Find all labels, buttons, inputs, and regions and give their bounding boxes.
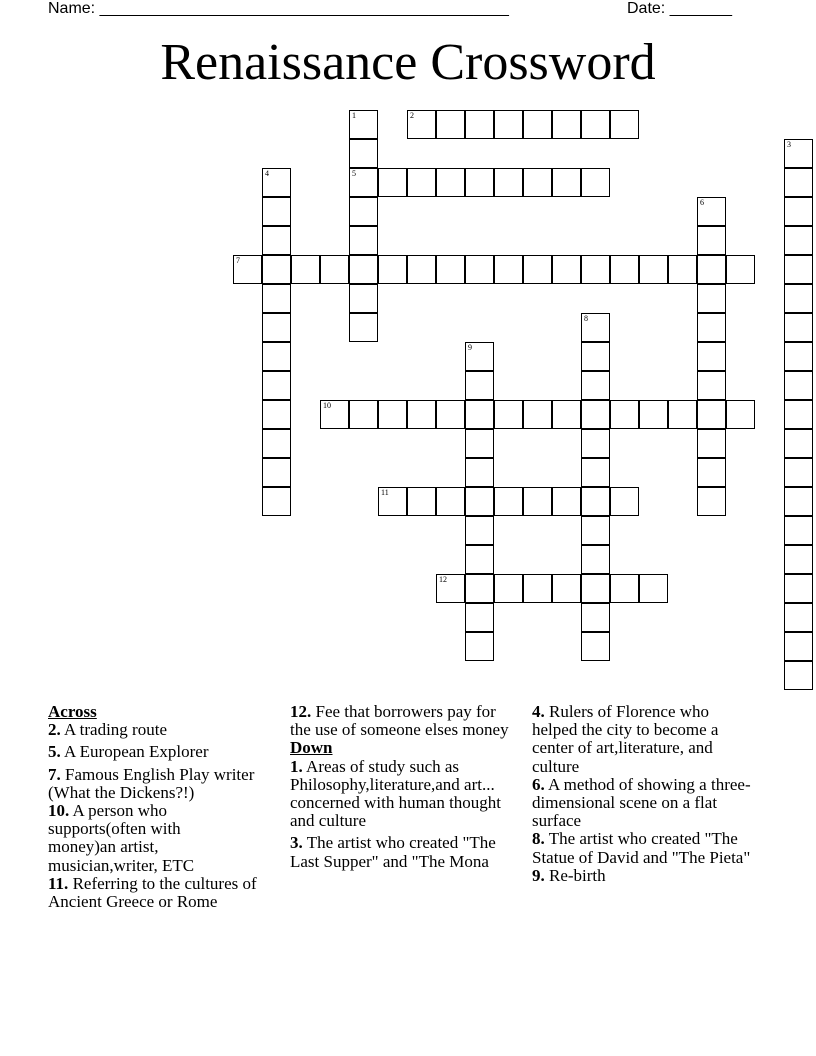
grid-cell[interactable] bbox=[581, 400, 610, 429]
grid-cell[interactable] bbox=[697, 458, 726, 487]
grid-cell[interactable] bbox=[349, 197, 378, 226]
clue-text: Fee that borrowers pay for the use of someone elses money bbox=[290, 702, 509, 740]
grid-cell[interactable] bbox=[407, 110, 436, 139]
grid-cell[interactable] bbox=[784, 313, 813, 342]
grid-cell[interactable] bbox=[784, 226, 813, 255]
grid-cell[interactable] bbox=[378, 255, 407, 284]
grid-cell[interactable] bbox=[784, 139, 813, 168]
grid-cell[interactable] bbox=[465, 545, 494, 574]
grid-cell[interactable] bbox=[639, 255, 668, 284]
grid-cell[interactable] bbox=[581, 603, 610, 632]
clues-column-3 bbox=[532, 703, 762, 885]
cell-number: 12 bbox=[439, 575, 447, 584]
grid-cell[interactable] bbox=[581, 487, 610, 516]
grid-cell[interactable] bbox=[465, 342, 494, 371]
grid-cell[interactable] bbox=[523, 168, 552, 197]
grid-cell[interactable] bbox=[784, 516, 813, 545]
page-title: Renaissance Crossword bbox=[160, 34, 656, 91]
grid-cell[interactable] bbox=[465, 487, 494, 516]
clue-number: 4. bbox=[532, 702, 545, 721]
cell-number: 6 bbox=[700, 198, 704, 207]
grid-cell[interactable] bbox=[349, 226, 378, 255]
clue-down-4 bbox=[532, 703, 722, 776]
grid-cell[interactable] bbox=[581, 516, 610, 545]
grid-cell[interactable] bbox=[262, 458, 291, 487]
cell-number: 2 bbox=[410, 111, 414, 120]
grid-cell[interactable] bbox=[581, 632, 610, 661]
clue-text: The artist who created "The Last Supper" and "The Mona bbox=[290, 833, 496, 871]
grid-cell[interactable] bbox=[407, 487, 436, 516]
clue-text: A method of showing a three-dimensional scene on a flat surface bbox=[532, 774, 751, 831]
grid-cell[interactable] bbox=[784, 487, 813, 516]
grid-cell[interactable] bbox=[465, 371, 494, 400]
grid-cell[interactable] bbox=[262, 284, 291, 313]
clue-down-6 bbox=[532, 776, 762, 831]
grid-cell[interactable] bbox=[552, 574, 581, 603]
grid-cell[interactable] bbox=[697, 313, 726, 342]
grid-cell[interactable] bbox=[262, 168, 291, 197]
grid-cell[interactable] bbox=[262, 197, 291, 226]
grid-cell[interactable] bbox=[784, 400, 813, 429]
clue-text: A person who supports(often with money)an artist, musician,writer, ETC bbox=[48, 801, 195, 875]
grid-cell[interactable] bbox=[697, 284, 726, 313]
grid-cell[interactable] bbox=[378, 487, 407, 516]
grid-cell[interactable] bbox=[523, 255, 552, 284]
grid-cell[interactable] bbox=[349, 110, 378, 139]
grid-cell[interactable] bbox=[784, 661, 813, 690]
grid-cell[interactable] bbox=[610, 487, 639, 516]
grid-cell[interactable] bbox=[581, 168, 610, 197]
date-label: Date: bbox=[627, 0, 670, 17]
clue-number: 5. bbox=[48, 742, 61, 762]
grid-cell[interactable] bbox=[523, 487, 552, 516]
clue-text: A trading route bbox=[60, 720, 167, 740]
grid-cell[interactable] bbox=[262, 255, 291, 284]
across-heading: Across bbox=[48, 702, 97, 721]
cell-number: 11 bbox=[381, 488, 389, 497]
grid-cell[interactable] bbox=[726, 255, 755, 284]
clue-text: Re-birth bbox=[544, 865, 606, 885]
grid-cell[interactable] bbox=[262, 226, 291, 255]
grid-cell[interactable] bbox=[291, 255, 320, 284]
grid-cell[interactable] bbox=[726, 400, 755, 429]
grid-cell[interactable] bbox=[523, 574, 552, 603]
clue-number: 6. bbox=[532, 774, 545, 794]
grid-cell[interactable] bbox=[320, 400, 349, 429]
grid-cell[interactable] bbox=[349, 168, 378, 197]
grid-cell[interactable] bbox=[494, 168, 523, 197]
grid-cell[interactable] bbox=[784, 371, 813, 400]
grid-cell[interactable] bbox=[436, 487, 465, 516]
grid-cell[interactable] bbox=[639, 400, 668, 429]
grid-cell[interactable] bbox=[697, 255, 726, 284]
clue-across-2 bbox=[48, 721, 286, 739]
down-heading: Down bbox=[290, 738, 333, 758]
grid-cell[interactable] bbox=[436, 110, 465, 139]
cell-number: 9 bbox=[468, 343, 472, 352]
grid-cell[interactable] bbox=[784, 342, 813, 371]
grid-cell[interactable] bbox=[465, 574, 494, 603]
grid-cell[interactable] bbox=[581, 429, 610, 458]
grid-cell[interactable] bbox=[407, 255, 436, 284]
clue-number: 2. bbox=[48, 720, 61, 740]
clue-text: Areas of study such as Philosophy,literature,and art... concerned with human thought and culture bbox=[290, 756, 502, 831]
name-label: Name: bbox=[48, 0, 100, 17]
clue-number: 12. bbox=[290, 702, 312, 721]
grid-cell[interactable] bbox=[610, 110, 639, 139]
grid-cell[interactable] bbox=[552, 168, 581, 197]
clue-text: A European Explorer bbox=[60, 742, 209, 762]
grid-cell[interactable] bbox=[581, 545, 610, 574]
clue-number: 7. bbox=[48, 764, 61, 784]
grid-cell[interactable] bbox=[349, 284, 378, 313]
clue-down-1 bbox=[290, 758, 526, 831]
name-blank[interactable]: ______________________________________________ bbox=[99, 0, 509, 17]
grid-cell[interactable] bbox=[465, 429, 494, 458]
clue-number: 11. bbox=[48, 873, 69, 893]
clue-number: 3. bbox=[290, 833, 303, 853]
clue-number: 9. bbox=[532, 865, 545, 885]
cell-number: 5 bbox=[352, 169, 356, 178]
clue-down-9 bbox=[532, 867, 762, 885]
grid-cell[interactable] bbox=[581, 458, 610, 487]
grid-cell[interactable] bbox=[784, 574, 813, 603]
clue-across-12 bbox=[290, 703, 515, 739]
grid-cell[interactable] bbox=[697, 429, 726, 458]
grid-cell[interactable] bbox=[349, 313, 378, 342]
grid-cell[interactable] bbox=[523, 110, 552, 139]
grid-cell[interactable] bbox=[320, 255, 349, 284]
clue-across-5 bbox=[48, 743, 286, 761]
grid-cell[interactable] bbox=[581, 371, 610, 400]
grid-cell[interactable] bbox=[552, 110, 581, 139]
cell-number: 7 bbox=[236, 256, 240, 265]
grid-cell[interactable] bbox=[784, 632, 813, 661]
grid-cell[interactable] bbox=[349, 139, 378, 168]
grid-cell[interactable] bbox=[436, 255, 465, 284]
clue-across-11 bbox=[48, 875, 286, 911]
grid-cell[interactable] bbox=[262, 429, 291, 458]
clue-text: Rulers of Florence who helped the city to become a center of art,literature, and culture bbox=[532, 702, 719, 776]
grid-cell[interactable] bbox=[262, 313, 291, 342]
grid-cell[interactable] bbox=[465, 400, 494, 429]
grid-cell[interactable] bbox=[465, 632, 494, 661]
grid-cell[interactable] bbox=[784, 429, 813, 458]
grid-cell[interactable] bbox=[697, 487, 726, 516]
grid-cell[interactable] bbox=[378, 400, 407, 429]
grid-cell[interactable] bbox=[262, 371, 291, 400]
grid-cell[interactable] bbox=[494, 255, 523, 284]
grid-cell[interactable] bbox=[784, 197, 813, 226]
cell-number: 4 bbox=[265, 169, 269, 178]
grid-cell[interactable] bbox=[494, 400, 523, 429]
clue-number: 10. bbox=[48, 801, 70, 821]
grid-cell[interactable] bbox=[581, 110, 610, 139]
grid-cell[interactable] bbox=[407, 168, 436, 197]
grid-cell[interactable] bbox=[494, 487, 523, 516]
grid-cell[interactable] bbox=[552, 255, 581, 284]
grid-cell[interactable] bbox=[465, 110, 494, 139]
cell-number: 3 bbox=[787, 140, 791, 149]
cell-number: 10 bbox=[323, 401, 331, 410]
grid-cell[interactable] bbox=[697, 400, 726, 429]
grid-cell[interactable] bbox=[262, 342, 291, 371]
grid-cell[interactable] bbox=[465, 255, 494, 284]
grid-cell[interactable] bbox=[436, 400, 465, 429]
grid-cell[interactable] bbox=[668, 255, 697, 284]
grid-cell[interactable] bbox=[697, 371, 726, 400]
grid-cell[interactable] bbox=[465, 458, 494, 487]
clue-text: Referring to the cultures of Ancient Greece or Rome bbox=[48, 873, 257, 912]
clue-number: 8. bbox=[532, 829, 545, 849]
grid-cell[interactable] bbox=[465, 603, 494, 632]
clues-column-1 bbox=[48, 703, 286, 911]
grid-cell[interactable] bbox=[581, 313, 610, 342]
grid-cell[interactable] bbox=[697, 342, 726, 371]
grid-cell[interactable] bbox=[784, 255, 813, 284]
grid-cell[interactable] bbox=[581, 342, 610, 371]
grid-cell[interactable] bbox=[784, 458, 813, 487]
grid-cell[interactable] bbox=[494, 110, 523, 139]
grid-cell[interactable] bbox=[697, 197, 726, 226]
grid-cell[interactable] bbox=[639, 574, 668, 603]
clue-across-10 bbox=[48, 802, 238, 875]
grid-cell[interactable] bbox=[494, 574, 523, 603]
grid-cell[interactable] bbox=[668, 400, 697, 429]
clue-text: Famous English Play writer (What the Dickens?!) bbox=[48, 764, 255, 802]
grid-cell[interactable] bbox=[784, 284, 813, 313]
grid-cell[interactable] bbox=[552, 487, 581, 516]
grid-cell[interactable] bbox=[784, 603, 813, 632]
clue-down-3 bbox=[290, 834, 526, 870]
grid-cell[interactable] bbox=[523, 400, 552, 429]
cell-number: 1 bbox=[352, 111, 356, 120]
grid-cell[interactable] bbox=[552, 400, 581, 429]
grid-cell[interactable] bbox=[784, 545, 813, 574]
grid-cell[interactable] bbox=[436, 574, 465, 603]
grid-cell[interactable] bbox=[262, 487, 291, 516]
grid-cell[interactable] bbox=[465, 516, 494, 545]
grid-cell[interactable] bbox=[262, 400, 291, 429]
grid-cell[interactable] bbox=[349, 255, 378, 284]
grid-cell[interactable] bbox=[465, 168, 494, 197]
clue-text: The artist who created "The Statue of David and "The Pieta" bbox=[532, 829, 751, 867]
grid-cell[interactable] bbox=[349, 400, 378, 429]
grid-cell[interactable] bbox=[697, 226, 726, 255]
grid-cell[interactable] bbox=[784, 168, 813, 197]
cell-number: 8 bbox=[584, 314, 588, 323]
grid-cell[interactable] bbox=[378, 168, 407, 197]
date-blank[interactable]: _______ bbox=[669, 0, 732, 17]
clues-column-2 bbox=[290, 703, 526, 871]
grid-cell[interactable] bbox=[610, 574, 639, 603]
grid-cell[interactable] bbox=[407, 400, 436, 429]
clue-down-8 bbox=[532, 830, 762, 866]
clue-number: 1. bbox=[290, 756, 303, 776]
clue-across-7 bbox=[48, 766, 286, 802]
grid-cell[interactable] bbox=[610, 255, 639, 284]
grid-cell[interactable] bbox=[581, 255, 610, 284]
grid-cell[interactable] bbox=[581, 574, 610, 603]
grid-cell[interactable] bbox=[610, 400, 639, 429]
grid-cell[interactable] bbox=[233, 255, 262, 284]
grid-cell[interactable] bbox=[436, 168, 465, 197]
